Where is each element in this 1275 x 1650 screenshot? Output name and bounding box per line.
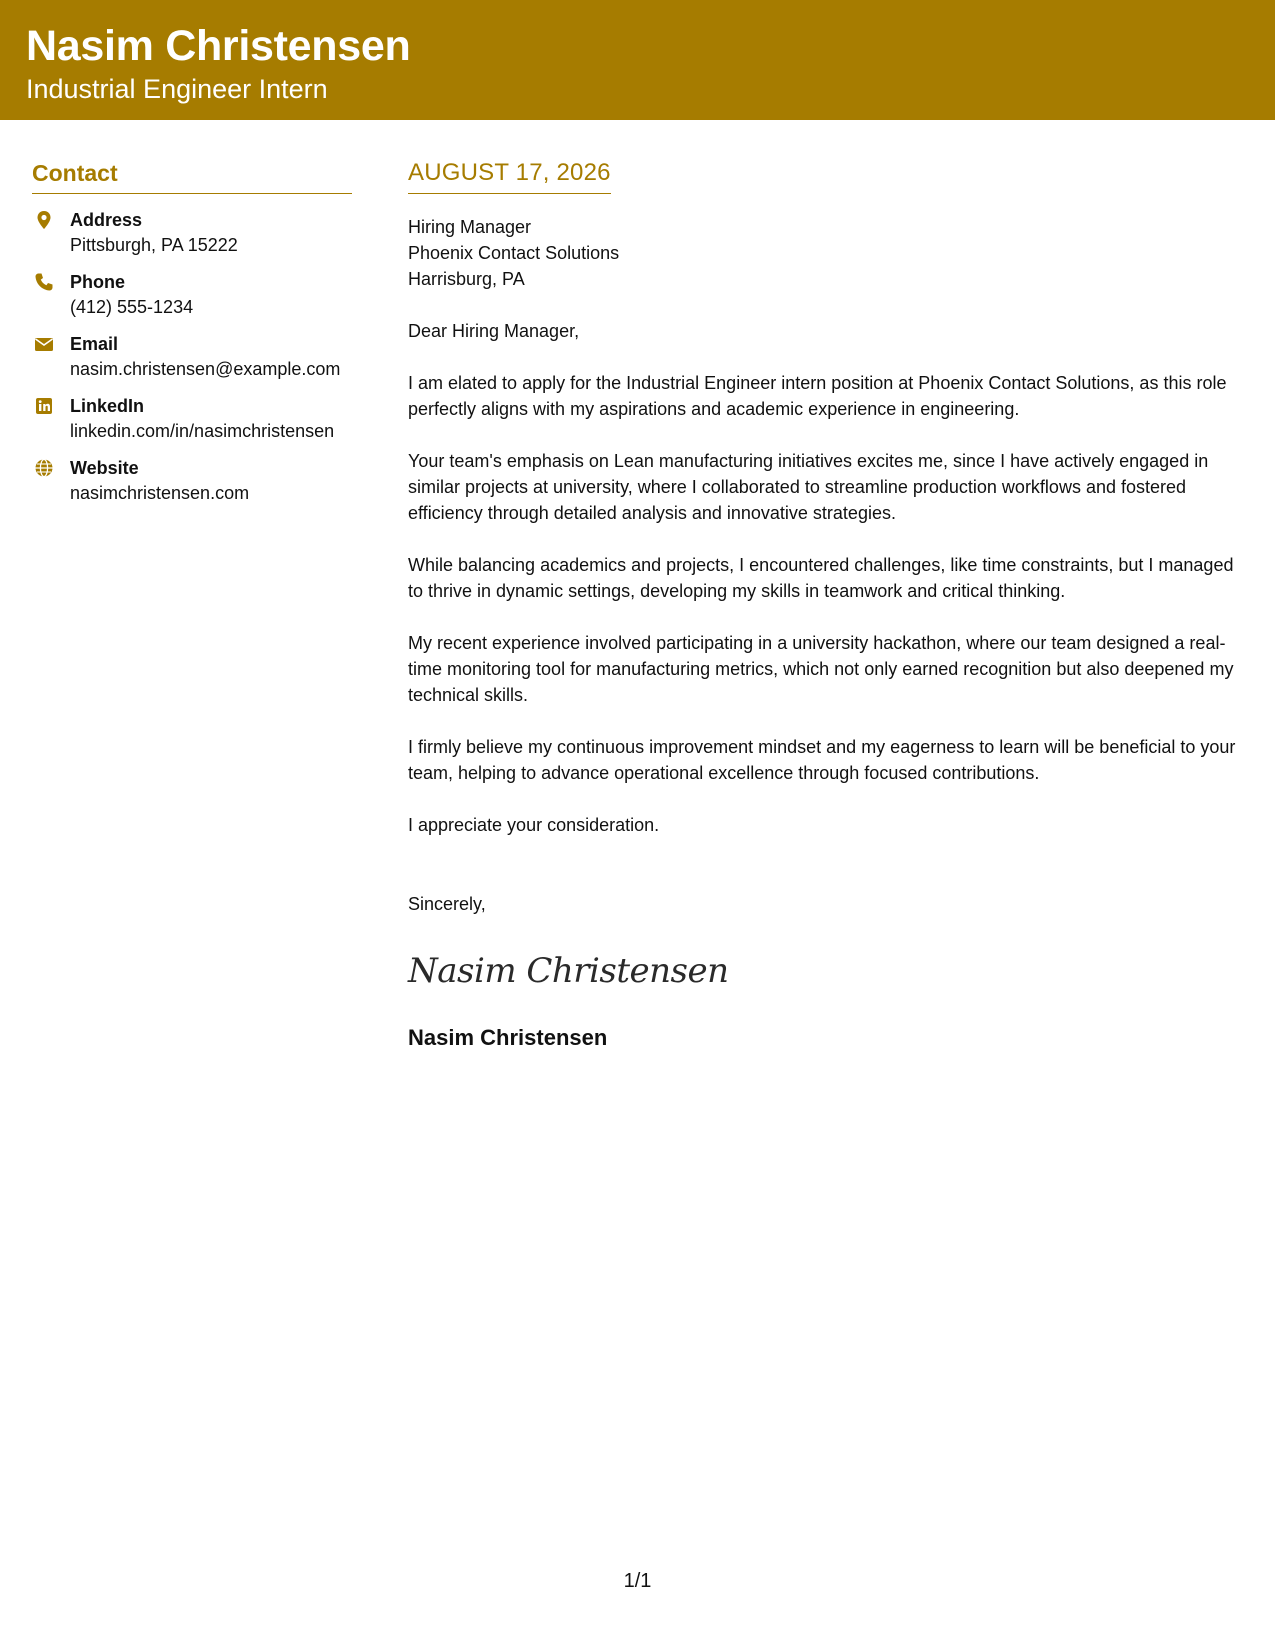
- contact-value: Pittsburgh, PA 15222: [70, 235, 238, 255]
- recipient-line: Hiring Manager: [408, 217, 532, 237]
- letter-paragraph: My recent experience involved participating in a university hackathon, where our team designed a real-time monitoring tool for manufacturing metrics, which not only earned recognition but also deepened my technical skills.: [408, 633, 1234, 705]
- recipient-block: [408, 214, 1248, 292]
- contact-label: LinkedIn: [70, 396, 145, 416]
- linkedin-icon: [34, 396, 54, 416]
- letter-body: [408, 160, 1248, 1051]
- map-pin-icon: [34, 210, 54, 230]
- phone-icon: [34, 272, 54, 292]
- applicant-name: Nasim Christensen: [26, 22, 411, 70]
- contact-value: nasimchristensen.com: [70, 483, 250, 503]
- contact-value: (412) 555-1234: [70, 297, 194, 317]
- page-number: 1/1: [623, 1570, 652, 1592]
- signer-name: Nasim Christensen: [408, 1025, 608, 1050]
- contact-value: linkedin.com/in/nasimchristensen: [70, 421, 335, 441]
- header-banner: [0, 0, 1275, 120]
- contact-sidebar: [32, 160, 352, 506]
- greeting: Dear Hiring Manager,: [408, 321, 580, 341]
- letter-date: AUGUST 17, 2026: [408, 160, 611, 194]
- letter-paragraph: Your team's emphasis on Lean manufacturing initiatives excites me, since I have actively engaged in similar projects at university, where I collaborated to streamline production workflows and fostered efficiency through detailed analysis and innovative strategies.: [408, 451, 1209, 523]
- contact-label: Phone: [70, 272, 126, 292]
- recipient-line: Harrisburg, PA: [408, 269, 525, 289]
- contact-section-title: Contact: [32, 160, 352, 194]
- letter-paragraph: I firmly believe my continuous improvement mindset and my eagerness to learn will be beneficial to your team, helping to advance operational excellence through focused contributions.: [408, 737, 1236, 783]
- recipient-line: Phoenix Contact Solutions: [408, 243, 620, 263]
- letter-paragraph: I appreciate your consideration.: [408, 815, 660, 835]
- contact-item-phone: [32, 270, 352, 320]
- contact-value: nasim.christensen@example.com: [70, 359, 341, 379]
- closing: Sincerely,: [408, 894, 486, 914]
- contact-item-address: [32, 208, 352, 258]
- letter-paragraph: I am elated to apply for the Industrial Engineer intern position at Phoenix Contact Solutions, as this role perfectly aligns with my aspirations and academic experience in engineering.: [408, 373, 1227, 419]
- letter-paragraph: While balancing academics and projects, I encountered challenges, like time constraints, but I managed to thrive in dynamic settings, developing my skills in teamwork and critical thinking.: [408, 555, 1234, 601]
- applicant-role: Industrial Engineer Intern: [26, 74, 328, 104]
- contact-item-email: [32, 332, 352, 382]
- contact-item-website: [32, 456, 352, 506]
- contact-label: Website: [70, 458, 139, 478]
- contact-item-linkedin: [32, 394, 352, 444]
- envelope-icon: [34, 334, 54, 354]
- contact-label: Email: [70, 334, 119, 354]
- globe-icon: [34, 458, 54, 478]
- handwritten-signature: Nasim Christensen: [408, 951, 729, 991]
- contact-label: Address: [70, 210, 143, 230]
